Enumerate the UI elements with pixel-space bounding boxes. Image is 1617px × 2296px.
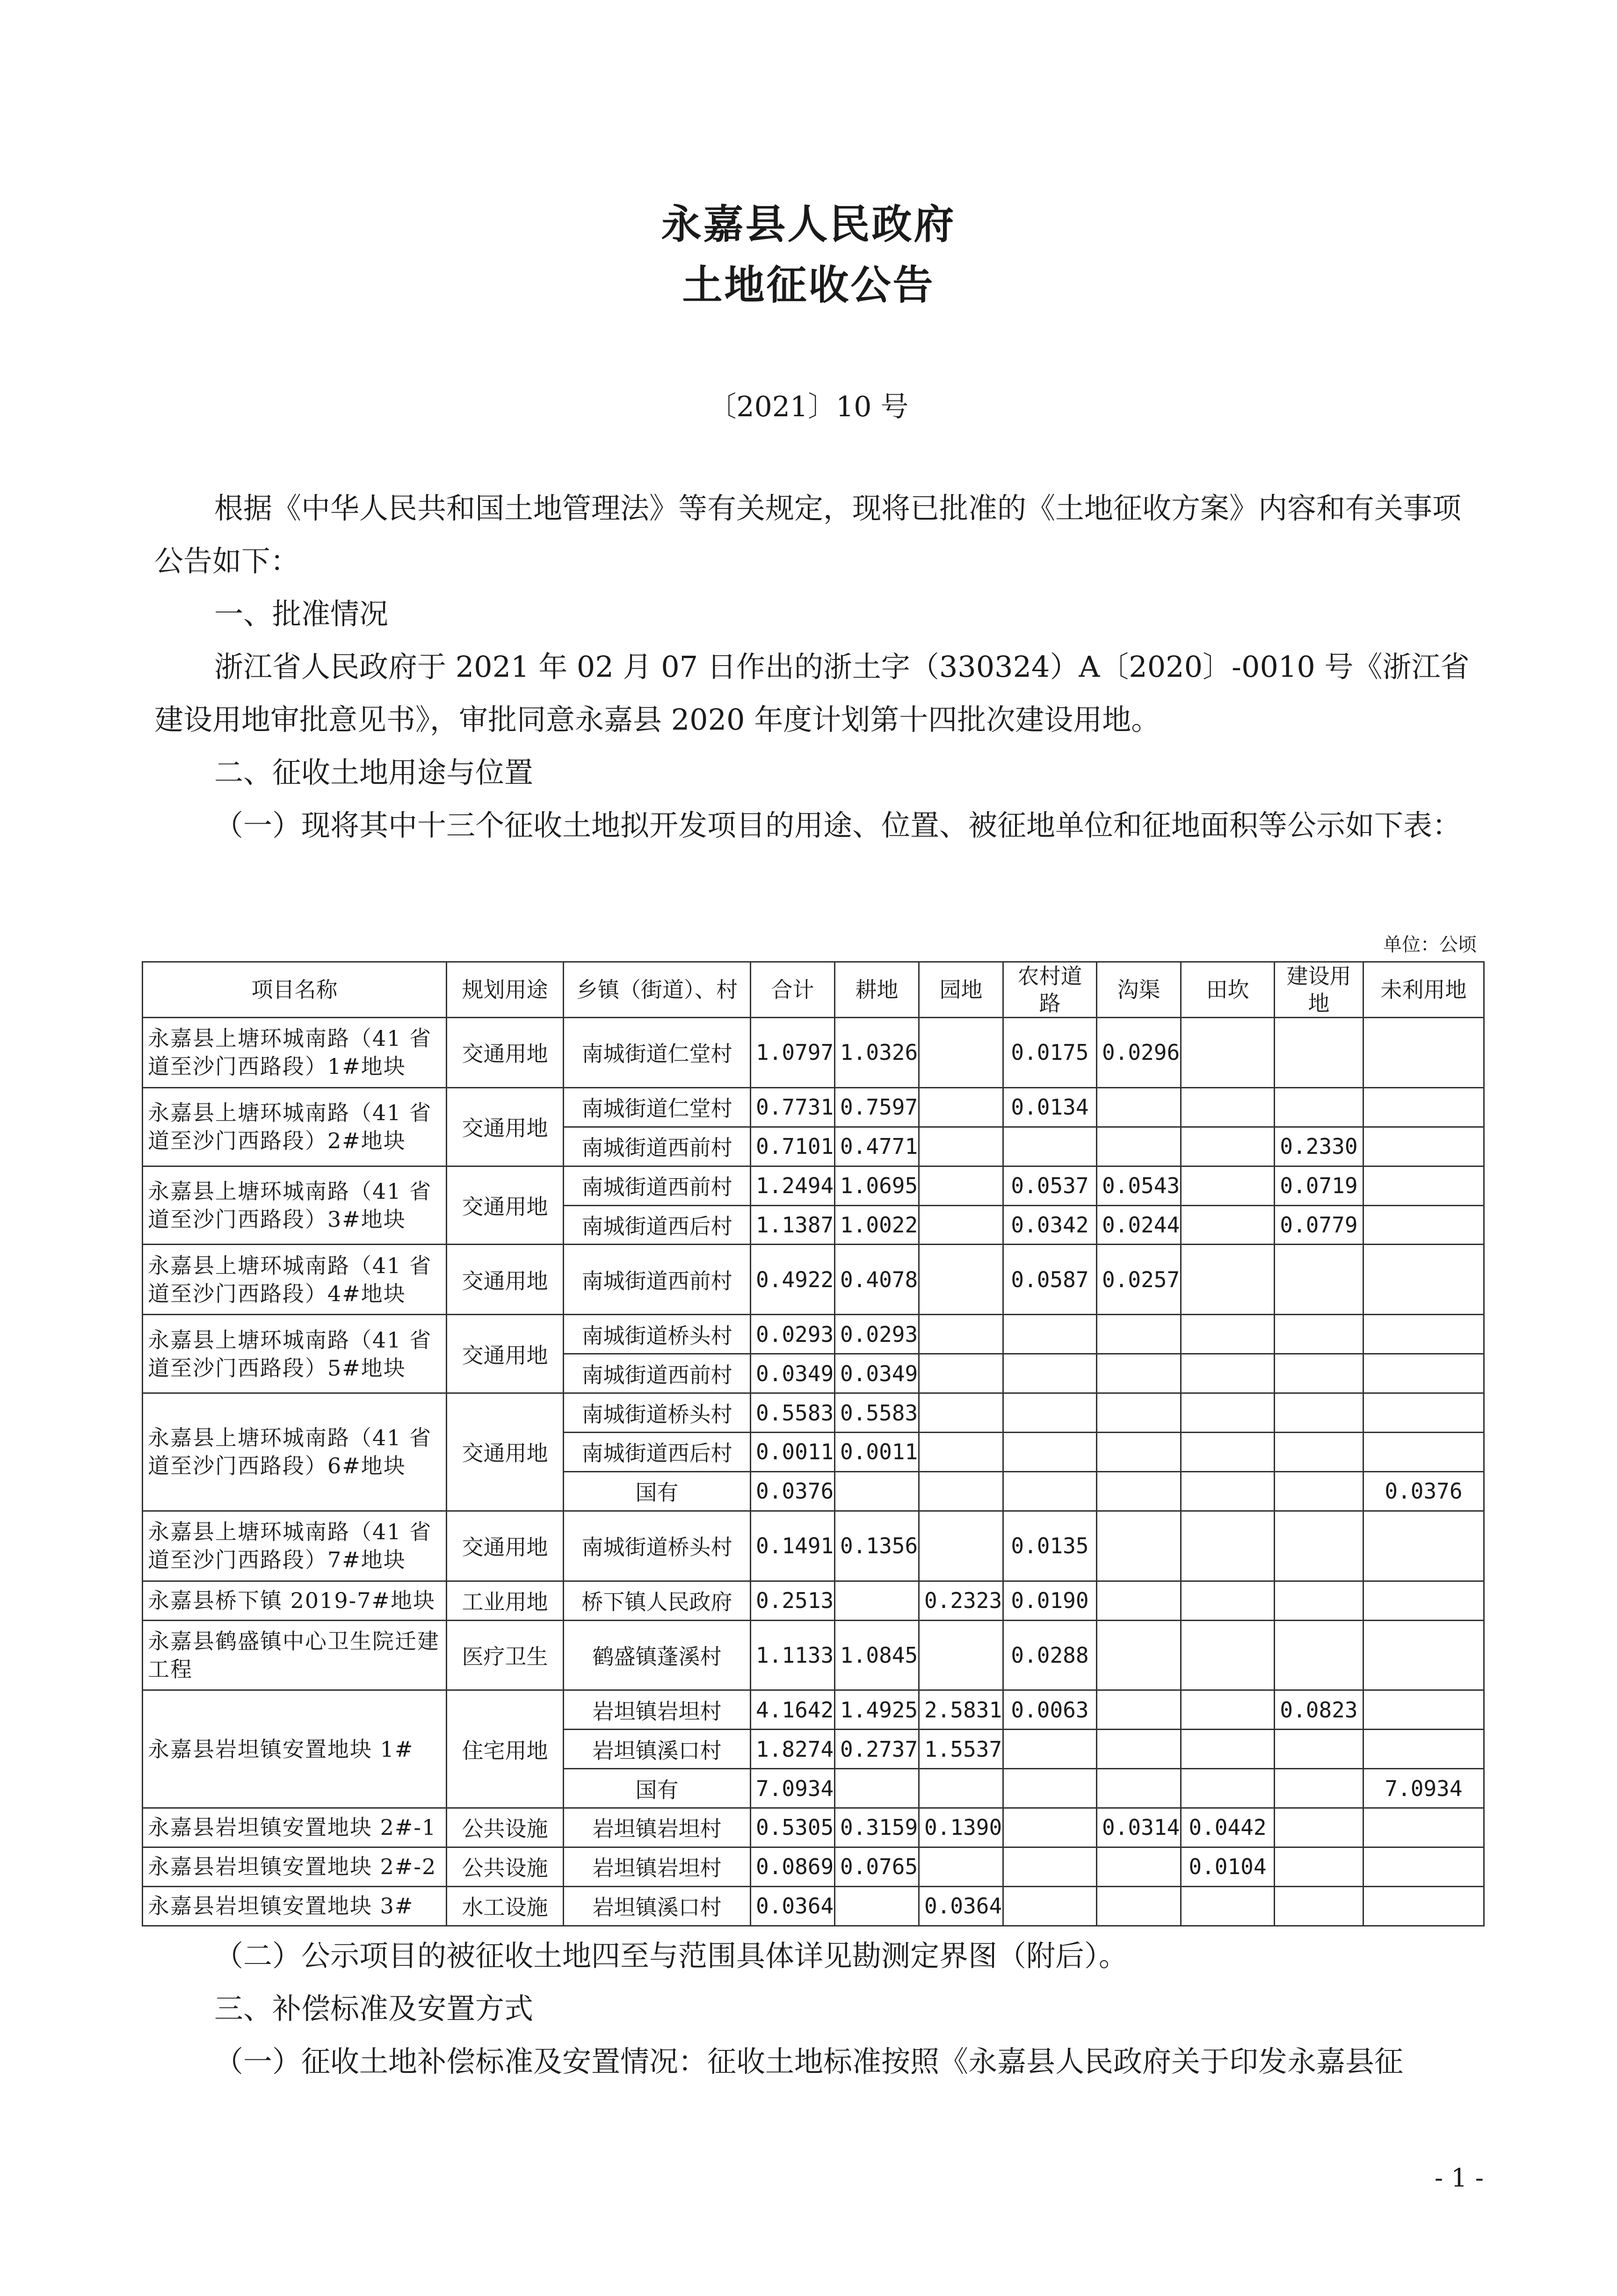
road-cell: 0.0175 — [1003, 1018, 1097, 1088]
garden-cell — [919, 1393, 1003, 1433]
header-project: 项目名称 — [143, 962, 447, 1018]
table-row — [143, 1166, 1484, 1205]
ridge-cell: 0.0442 — [1181, 1808, 1275, 1847]
town-village-cell: 南城街道西后村 — [564, 1432, 751, 1471]
total-cell: 1.0797 — [751, 1018, 835, 1088]
cultivated-cell — [835, 1769, 919, 1808]
unused-cell — [1363, 1808, 1484, 1847]
table-row — [143, 1245, 1484, 1315]
project-name-cell: 永嘉县上塘环城南路（41 省道至沙门西路段）1#地块 — [143, 1018, 447, 1088]
ridge-cell — [1181, 1511, 1275, 1581]
planned-use-cell: 交通用地 — [447, 1245, 564, 1315]
ridge-cell — [1181, 1432, 1275, 1471]
cultivated-cell: 0.0011 — [835, 1432, 919, 1471]
table-row — [143, 1690, 1484, 1730]
total-cell: 1.1133 — [751, 1620, 835, 1690]
cultivated-cell: 0.4771 — [835, 1127, 919, 1166]
unused-cell — [1363, 1354, 1484, 1393]
garden-cell — [919, 1511, 1003, 1581]
road-cell — [1003, 1808, 1097, 1847]
garden-cell — [919, 1087, 1003, 1127]
table-row — [143, 1886, 1484, 1926]
unused-cell: 7.0934 — [1363, 1769, 1484, 1808]
unused-cell — [1363, 1620, 1484, 1690]
total-cell: 0.0011 — [751, 1432, 835, 1471]
planned-use-cell: 交通用地 — [447, 1018, 564, 1088]
construction-cell — [1275, 1847, 1363, 1886]
header-construction: 建设用地 — [1275, 962, 1363, 1018]
town-village-cell: 南城街道桥头村 — [564, 1511, 751, 1581]
title-line-1: 永嘉县人民政府 — [661, 201, 956, 248]
construction-cell — [1275, 1808, 1363, 1847]
total-cell: 1.8274 — [751, 1730, 835, 1769]
garden-cell — [919, 1205, 1003, 1245]
cultivated-cell: 1.4925 — [835, 1690, 919, 1730]
cultivated-cell: 1.0845 — [835, 1620, 919, 1690]
town-village-cell: 南城街道西后村 — [564, 1205, 751, 1245]
town-village-cell: 南城街道西前村 — [564, 1354, 751, 1393]
planned-use-cell: 水工设施 — [447, 1886, 564, 1926]
document-number: 〔2021〕10 号 — [708, 391, 909, 423]
cultivated-cell: 1.0695 — [835, 1166, 919, 1205]
town-village-cell: 岩坦镇溪口村 — [564, 1730, 751, 1769]
construction-cell — [1275, 1471, 1363, 1511]
project-name-cell: 永嘉县桥下镇 2019-7#地块 — [143, 1581, 447, 1620]
total-cell: 0.5305 — [751, 1808, 835, 1847]
project-name-cell: 永嘉县上塘环城南路（41 省道至沙门西路段）2#地块 — [143, 1087, 447, 1166]
road-cell: 0.0587 — [1003, 1245, 1097, 1315]
header-unused: 未利用地 — [1363, 962, 1484, 1018]
ditch-cell: 0.0257 — [1097, 1245, 1181, 1315]
ditch-cell — [1097, 1471, 1181, 1511]
town-village-cell: 南城街道西前村 — [564, 1127, 751, 1166]
section1-heading: 一、批准情况 — [214, 597, 389, 631]
garden-cell — [919, 1620, 1003, 1690]
unused-cell — [1363, 1847, 1484, 1886]
ditch-cell: 0.0543 — [1097, 1166, 1181, 1205]
garden-cell — [919, 1354, 1003, 1393]
ditch-cell — [1097, 1730, 1181, 1769]
construction-cell — [1275, 1245, 1363, 1315]
ditch-cell — [1097, 1847, 1181, 1886]
cultivated-cell: 0.4078 — [835, 1245, 919, 1315]
town-village-cell: 国有 — [564, 1769, 751, 1808]
road-cell — [1003, 1315, 1097, 1354]
cultivated-cell: 0.2737 — [835, 1730, 919, 1769]
ditch-cell — [1097, 1087, 1181, 1127]
ditch-cell — [1097, 1315, 1181, 1354]
cultivated-cell: 0.5583 — [835, 1393, 919, 1433]
garden-cell — [919, 1847, 1003, 1886]
table-header-row — [143, 962, 1484, 1018]
table-row — [143, 1808, 1484, 1847]
town-village-cell: 岩坦镇岩坦村 — [564, 1690, 751, 1730]
unused-cell: 0.0376 — [1363, 1471, 1484, 1511]
construction-cell — [1275, 1315, 1363, 1354]
section3-sub1: （一）征收土地补偿标准及安置情况：征收土地标准按照《永嘉县人民政府关于印发永嘉县征 — [214, 2044, 1404, 2079]
garden-cell: 0.0364 — [919, 1886, 1003, 1926]
project-name-cell: 永嘉县鹤盛镇中心卫生院迁建工程 — [143, 1620, 447, 1690]
total-cell: 7.0934 — [751, 1769, 835, 1808]
unused-cell — [1363, 1393, 1484, 1433]
section2-heading: 二、征收土地用途与位置 — [214, 755, 534, 789]
ridge-cell — [1181, 1393, 1275, 1433]
ditch-cell — [1097, 1511, 1181, 1581]
total-cell: 0.0376 — [751, 1471, 835, 1511]
construction-cell: 0.2330 — [1275, 1127, 1363, 1166]
town-village-cell: 国有 — [564, 1471, 751, 1511]
ditch-cell — [1097, 1769, 1181, 1808]
garden-cell: 0.1390 — [919, 1808, 1003, 1847]
header-ditch: 沟渠 — [1097, 962, 1181, 1018]
table-row — [143, 1018, 1484, 1088]
project-name-cell: 永嘉县上塘环城南路（41 省道至沙门西路段）6#地块 — [143, 1393, 447, 1511]
total-cell: 0.0293 — [751, 1315, 835, 1354]
road-cell: 0.0537 — [1003, 1166, 1097, 1205]
project-name-cell: 永嘉县上塘环城南路（41 省道至沙门西路段）4#地块 — [143, 1245, 447, 1315]
ditch-cell — [1097, 1581, 1181, 1620]
project-name-cell: 永嘉县上塘环城南路（41 省道至沙门西路段）5#地块 — [143, 1315, 447, 1393]
unit-label: 单位：公顷 — [1383, 934, 1477, 956]
construction-cell — [1275, 1581, 1363, 1620]
town-village-cell: 南城街道桥头村 — [564, 1393, 751, 1433]
unused-cell — [1363, 1886, 1484, 1926]
section1-text: 浙江省人民政府于 2021 年 02 月 07 日作出的浙土字（330324）A〔2020〕-0010 号《浙江省建设用地审批意见书》，审批同意永嘉县 2020 年度计划第十四批次建设用地。 — [154, 650, 1470, 737]
road-cell — [1003, 1127, 1097, 1166]
planned-use-cell: 公共设施 — [447, 1847, 564, 1886]
town-village-cell: 南城街道桥头村 — [564, 1315, 751, 1354]
unused-cell — [1363, 1690, 1484, 1730]
total-cell: 0.1491 — [751, 1511, 835, 1581]
planned-use-cell: 交通用地 — [447, 1511, 564, 1581]
planned-use-cell: 公共设施 — [447, 1808, 564, 1847]
ditch-cell — [1097, 1393, 1181, 1433]
garden-cell — [919, 1432, 1003, 1471]
ditch-cell: 0.0244 — [1097, 1205, 1181, 1245]
town-village-cell: 南城街道西前村 — [564, 1166, 751, 1205]
planned-use-cell: 医疗卫生 — [447, 1620, 564, 1690]
road-cell: 0.0134 — [1003, 1087, 1097, 1127]
unused-cell — [1363, 1315, 1484, 1354]
header-road: 农村道路 — [1003, 962, 1097, 1018]
table-body — [143, 1018, 1484, 1926]
cultivated-cell: 0.7597 — [835, 1087, 919, 1127]
ridge-cell — [1181, 1018, 1275, 1088]
town-village-cell: 岩坦镇溪口村 — [564, 1886, 751, 1926]
header-ridge: 田坎 — [1181, 962, 1275, 1018]
intro-paragraph: 根据《中华人民共和国土地管理法》等有关规定，现将已批准的《土地征收方案》内容和有关事项公告如下： — [154, 491, 1462, 578]
section3-heading: 三、补偿标准及安置方式 — [214, 1992, 534, 2026]
ridge-cell — [1181, 1620, 1275, 1690]
road-cell: 0.0342 — [1003, 1205, 1097, 1245]
road-cell — [1003, 1769, 1097, 1808]
garden-cell — [919, 1166, 1003, 1205]
cultivated-cell: 1.0022 — [835, 1205, 919, 1245]
unused-cell — [1363, 1432, 1484, 1471]
table-row — [143, 1393, 1484, 1433]
road-cell: 0.0135 — [1003, 1511, 1097, 1581]
ridge-cell — [1181, 1127, 1275, 1166]
ridge-cell — [1181, 1087, 1275, 1127]
header-town: 乡镇（街道）、村 — [564, 962, 751, 1018]
construction-cell: 0.0823 — [1275, 1690, 1363, 1730]
cultivated-cell: 0.3159 — [835, 1808, 919, 1847]
cultivated-cell: 0.0765 — [835, 1847, 919, 1886]
construction-cell: 0.0779 — [1275, 1205, 1363, 1245]
project-name-cell: 永嘉县岩坦镇安置地块 1# — [143, 1690, 447, 1808]
garden-cell: 2.5831 — [919, 1690, 1003, 1730]
planned-use-cell: 交通用地 — [447, 1315, 564, 1393]
page-number: - 1 - — [1434, 2163, 1484, 2193]
construction-cell — [1275, 1354, 1363, 1393]
ditch-cell: 0.0314 — [1097, 1808, 1181, 1847]
project-name-cell: 永嘉县上塘环城南路（41 省道至沙门西路段）7#地块 — [143, 1511, 447, 1581]
ditch-cell: 0.0296 — [1097, 1018, 1181, 1088]
header-total: 合计 — [751, 962, 835, 1018]
planned-use-cell: 住宅用地 — [447, 1690, 564, 1808]
construction-cell — [1275, 1018, 1363, 1088]
construction-cell — [1275, 1730, 1363, 1769]
table-row — [143, 1620, 1484, 1690]
unused-cell — [1363, 1205, 1484, 1245]
town-village-cell: 南城街道西前村 — [564, 1245, 751, 1315]
total-cell: 0.2513 — [751, 1581, 835, 1620]
project-name-cell: 永嘉县岩坦镇安置地块 3# — [143, 1886, 447, 1926]
garden-cell: 0.2323 — [919, 1581, 1003, 1620]
land-table — [142, 961, 1485, 1927]
total-cell: 0.4922 — [751, 1245, 835, 1315]
town-village-cell: 鹤盛镇蓬溪村 — [564, 1620, 751, 1690]
town-village-cell: 岩坦镇岩坦村 — [564, 1808, 751, 1847]
garden-cell — [919, 1769, 1003, 1808]
ditch-cell — [1097, 1886, 1181, 1926]
road-cell — [1003, 1730, 1097, 1769]
garden-cell — [919, 1315, 1003, 1354]
garden-cell: 1.5537 — [919, 1730, 1003, 1769]
ditch-cell — [1097, 1354, 1181, 1393]
road-cell — [1003, 1847, 1097, 1886]
town-village-cell: 桥下镇人民政府 — [564, 1581, 751, 1620]
ridge-cell — [1181, 1315, 1275, 1354]
unused-cell — [1363, 1581, 1484, 1620]
unused-cell — [1363, 1018, 1484, 1088]
ridge-cell: 0.0104 — [1181, 1847, 1275, 1886]
unused-cell — [1363, 1087, 1484, 1127]
unused-cell — [1363, 1511, 1484, 1581]
cultivated-cell — [835, 1886, 919, 1926]
cultivated-cell: 0.0293 — [835, 1315, 919, 1354]
project-name-cell: 永嘉县岩坦镇安置地块 2#-1 — [143, 1808, 447, 1847]
header-use: 规划用途 — [447, 962, 564, 1018]
town-village-cell: 南城街道仁堂村 — [564, 1018, 751, 1088]
garden-cell — [919, 1471, 1003, 1511]
planned-use-cell: 交通用地 — [447, 1166, 564, 1245]
cultivated-cell: 1.0326 — [835, 1018, 919, 1088]
road-cell — [1003, 1886, 1097, 1926]
ridge-cell — [1181, 1886, 1275, 1926]
unused-cell — [1363, 1127, 1484, 1166]
road-cell: 0.0063 — [1003, 1690, 1097, 1730]
ridge-cell — [1181, 1166, 1275, 1205]
table-row — [143, 1847, 1484, 1886]
table-row — [143, 1581, 1484, 1620]
unused-cell — [1363, 1730, 1484, 1769]
town-village-cell: 南城街道仁堂村 — [564, 1087, 751, 1127]
ditch-cell — [1097, 1127, 1181, 1166]
road-cell: 0.0288 — [1003, 1620, 1097, 1690]
construction-cell: 0.0719 — [1275, 1166, 1363, 1205]
construction-cell — [1275, 1769, 1363, 1808]
ridge-cell — [1181, 1471, 1275, 1511]
cultivated-cell — [835, 1581, 919, 1620]
ditch-cell — [1097, 1620, 1181, 1690]
project-name-cell: 永嘉县岩坦镇安置地块 2#-2 — [143, 1847, 447, 1886]
total-cell: 4.1642 — [751, 1690, 835, 1730]
section2-sub1: （一）现将其中十三个征收土地拟开发项目的用途、位置、被征地单位和征地面积等公示如下表： — [214, 808, 1462, 842]
total-cell: 1.1387 — [751, 1205, 835, 1245]
table-row — [143, 1087, 1484, 1127]
total-cell: 0.7101 — [751, 1127, 835, 1166]
garden-cell — [919, 1127, 1003, 1166]
total-cell: 0.5583 — [751, 1393, 835, 1433]
construction-cell — [1275, 1511, 1363, 1581]
table-row — [143, 1315, 1484, 1354]
cultivated-cell: 0.1356 — [835, 1511, 919, 1581]
total-cell: 0.0349 — [751, 1354, 835, 1393]
ridge-cell — [1181, 1690, 1275, 1730]
construction-cell — [1275, 1087, 1363, 1127]
ridge-cell — [1181, 1354, 1275, 1393]
ditch-cell — [1097, 1690, 1181, 1730]
garden-cell — [919, 1245, 1003, 1315]
header-garden: 园地 — [919, 962, 1003, 1018]
header-cultivated: 耕地 — [835, 962, 919, 1018]
construction-cell — [1275, 1886, 1363, 1926]
road-cell — [1003, 1432, 1097, 1471]
unused-cell — [1363, 1166, 1484, 1205]
total-cell: 0.7731 — [751, 1087, 835, 1127]
project-name-cell: 永嘉县上塘环城南路（41 省道至沙门西路段）3#地块 — [143, 1166, 447, 1245]
total-cell: 0.0364 — [751, 1886, 835, 1926]
road-cell — [1003, 1471, 1097, 1511]
section2-sub2: （二）公示项目的被征收土地四至与范围具体详见勘测定界图（附后）。 — [214, 1939, 1128, 1973]
ridge-cell — [1181, 1769, 1275, 1808]
total-cell: 1.2494 — [751, 1166, 835, 1205]
title-line-2: 土地征收公告 — [682, 262, 935, 309]
construction-cell — [1275, 1620, 1363, 1690]
ridge-cell — [1181, 1581, 1275, 1620]
ditch-cell — [1097, 1432, 1181, 1471]
planned-use-cell: 交通用地 — [447, 1087, 564, 1166]
road-cell — [1003, 1354, 1097, 1393]
planned-use-cell: 工业用地 — [447, 1581, 564, 1620]
cultivated-cell — [835, 1471, 919, 1511]
ridge-cell — [1181, 1245, 1275, 1315]
road-cell — [1003, 1393, 1097, 1433]
garden-cell — [919, 1018, 1003, 1088]
ridge-cell — [1181, 1205, 1275, 1245]
town-village-cell: 岩坦镇岩坦村 — [564, 1847, 751, 1886]
construction-cell — [1275, 1432, 1363, 1471]
ridge-cell — [1181, 1730, 1275, 1769]
cultivated-cell: 0.0349 — [835, 1354, 919, 1393]
construction-cell — [1275, 1393, 1363, 1433]
planned-use-cell: 交通用地 — [447, 1393, 564, 1511]
total-cell: 0.0869 — [751, 1847, 835, 1886]
table-row — [143, 1511, 1484, 1581]
road-cell: 0.0190 — [1003, 1581, 1097, 1620]
unused-cell — [1363, 1245, 1484, 1315]
